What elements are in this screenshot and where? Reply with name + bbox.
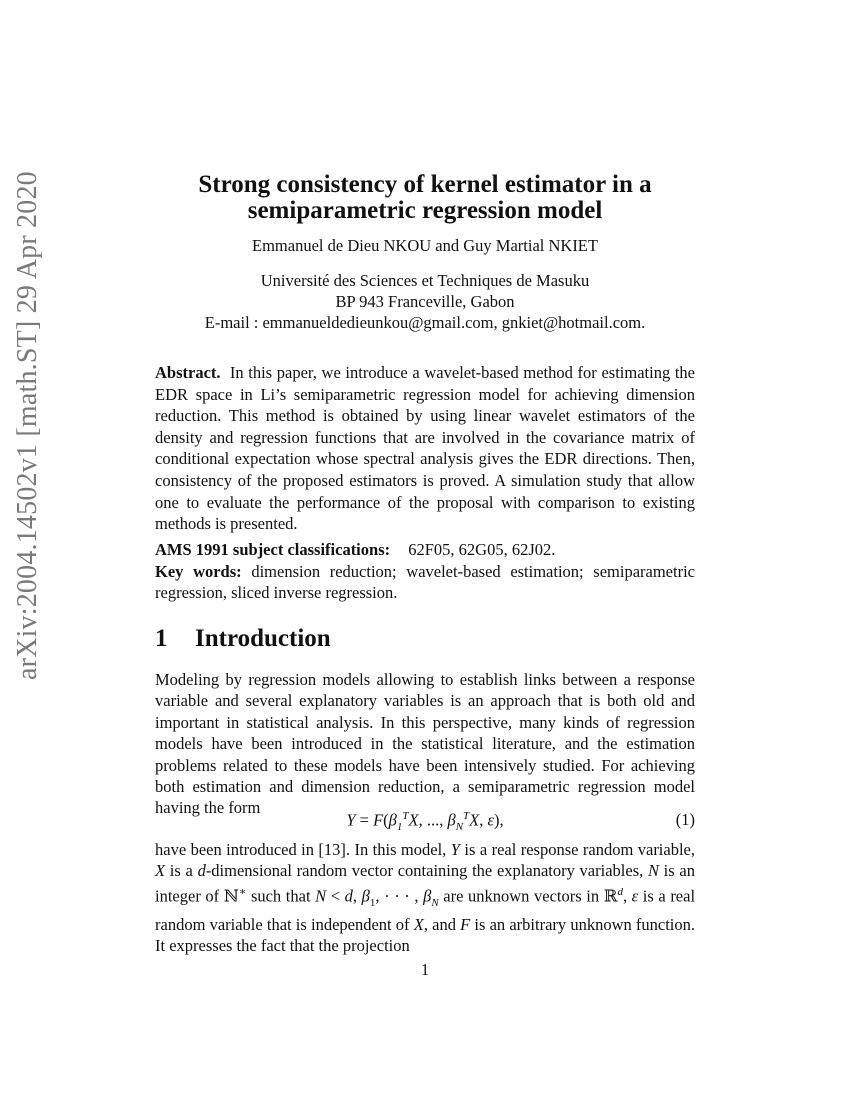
authors: Emmanuel de Dieu NKOU and Guy Martial NKIET [252,236,598,255]
equation-1 [155,810,695,834]
classification-block [155,539,695,604]
affiliation-university: Université des Sciences et Techniques de Masuku [260,271,590,290]
affiliation-address: BP 943 Franceville, Gabon [335,292,515,311]
abstract-text: In this paper, we introduce a wavelet-based method for estimating the EDR space in Li’s semiparametric regression model for achieving dimension reduction. This method is obtained by using linear wavelet estimators of the density and regression functions that are involved in the covariance matrix of conditional expectation whose spectral analysis gives the EDR directions. Then, consistency of the proposed estimators is proved. A simulation study that allow one to evaluate the performance of the proposal with comparison to existing methods is presented. [155,363,696,534]
keywords-label: Key words: [155,561,242,581]
page-number: 1 [420,960,430,979]
intro-paragraph-1: Modeling by regression models allowing to establish links between a response variable and several explanatory variables is an approach that is both old and important in statistical analysis. In this perspective, many kinds of regression models have been introduced in the statistical literature, and the estimation problems related to these models have been intensively studied. For achieving both estimation and dimension reduction, a semiparametric regression model having the form [155,670,695,818]
abstract [155,362,695,535]
intro-paragraph-2: have been introduced in [13]. In this model, Y is a real response random variable, X is a d-dimensional random vector containing the explanatory variables, N is an integer of ℕ∗ such that N < d, $\beta_1$, · · · , $\beta_N$ are unknown vectors in ℝ$^d$, ε is a real random variable that is independent of X, and F is an arbitrary unknown function. It expresses the fact that the projection [155,840,696,956]
paper-title [155,172,695,224]
affiliation-email: E-mail : emmanueldedieunkou@gmail.com, gnkiet@hotmail.com. [204,313,646,332]
equation-number: (1) [675,810,695,829]
abstract-label: Abstract. [155,363,221,382]
equation-body: $Y = F(\beta_1^TX$, ..., $\beta_N^TX$, ε), [346,810,504,833]
ams-codes: 62F05, 62G05, 62J02. [408,540,556,559]
title-line-2: semiparametric regression model [247,197,603,224]
keywords-text: dimension reduction; wavelet-based estimation; semiparametric regression, sliced inverse regression. [155,561,695,603]
title-line-1: Strong consistency of kernel estimator in a [198,171,652,198]
arxiv-side-stamp: arXiv:2004.14502v1 [math.ST] 29 Apr 2020 [12,171,43,680]
ams-label: AMS 1991 subject classifications: [155,540,391,559]
section-heading [155,625,331,653]
affiliation [155,270,695,333]
section-title: Introduction [195,625,331,652]
section-number: 1 [155,625,168,652]
